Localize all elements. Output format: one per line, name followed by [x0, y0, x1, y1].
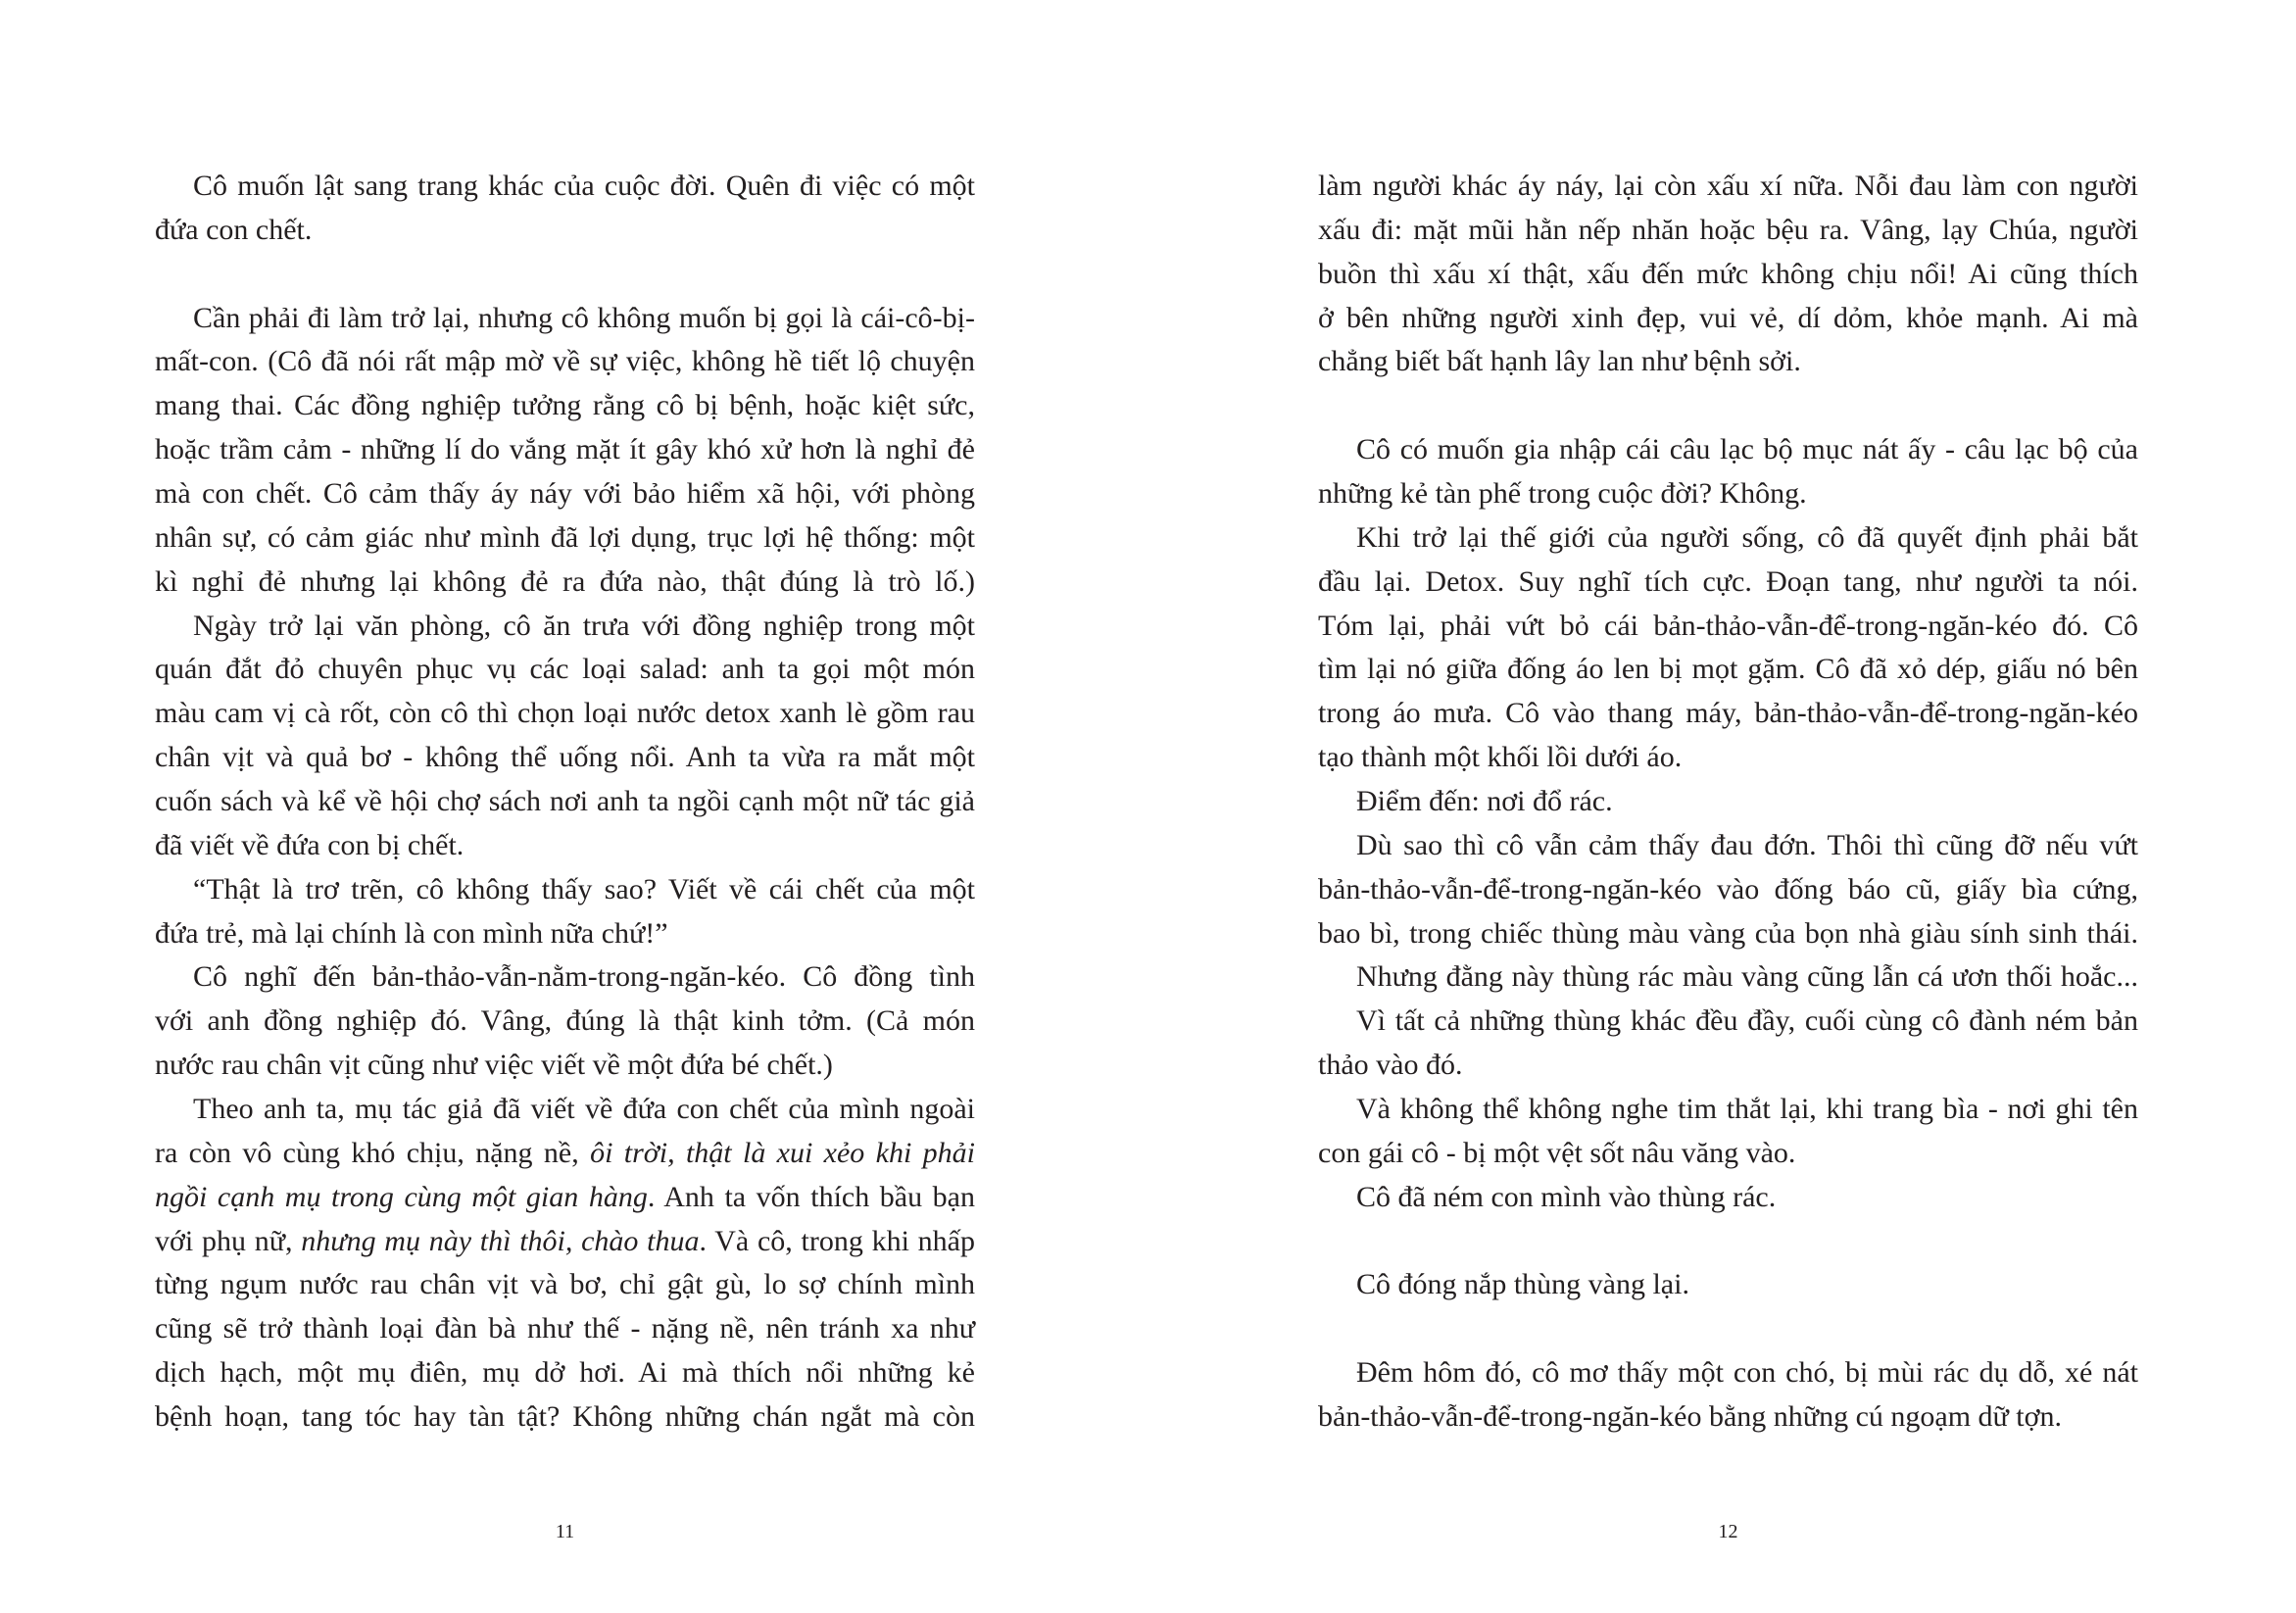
paragraph [155, 868, 975, 956]
text-line: bao bì, trong chiếc thùng màu vàng của bọn nhà giàu sính sinh thái. [1318, 916, 2138, 950]
text-line: Ngày trở lại văn phòng, cô ăn trưa với đồng nghiệp trong một [193, 609, 975, 642]
paragraph [1318, 165, 2138, 384]
text-line: tạo thành một khối lồi dưới áo. [1318, 741, 1683, 774]
blank-line [1318, 384, 2138, 428]
text-line: những kẻ tàn phế trong cuộc đời? Không. [1318, 477, 1807, 511]
text-line: đứa con chết. [155, 213, 313, 246]
text-run: ra còn vô cùng khó chịu, nặng nề, [155, 1136, 591, 1169]
text-line: Cô đóng nắp thùng vàng lại. [1356, 1268, 1689, 1301]
text-line: đã viết về đứa con bị chết. [155, 828, 464, 861]
text-line: kì nghỉ đẻ nhưng lại không đẻ ra đứa nào, thật đúng là trò lố.) [155, 564, 975, 598]
text-line: mang thai. Các đồng nghiệp tưởng rằng cô bị bệnh, hoặc kiệt sức, [155, 389, 975, 422]
text-line: nước rau chân vịt cũng như việc viết về một đứa bé chết.) [155, 1049, 833, 1082]
paragraph [1318, 1263, 2138, 1307]
paragraph [155, 605, 975, 868]
text-run: . Anh ta vốn thích bầu bạn [647, 1180, 975, 1213]
italic-text-run: nhưng mụ này thì thôi, chào thua [301, 1224, 700, 1257]
page-number: 12 [1718, 1521, 1738, 1542]
text-line: mà con chết. Cô cảm thấy áy náy với bảo hiểm xã hội, với phòng [155, 477, 975, 511]
text-line: trong áo mưa. Cô vào thang máy, bản-thảo-vẫn-để-trong-ngăn-kéo [1318, 697, 2138, 730]
text-line: Theo anh ta, mụ tác giả đã viết về đứa con chết của mình ngoài [193, 1093, 975, 1126]
text-line: Tóm lại, phải vứt bỏ cái bản-thảo-vẫn-để-trong-ngăn-kéo đó. Cô [1318, 609, 2138, 642]
paragraph [155, 955, 975, 1088]
text-line: hoặc trầm cảm - những lí do vắng mặt ít gây khó xử hơn là nghỉ đẻ [155, 433, 975, 466]
italic-text-run: ôi trời, thật là xui xẻo khi phải [590, 1136, 976, 1169]
text-line [155, 1132, 975, 1176]
text-line: mất-con. (Cô đã nói rất mập mờ về sự việc, không hề tiết lộ chuyện [155, 345, 975, 378]
text-line [155, 1176, 975, 1220]
text-line: Vì tất cả những thùng khác đều đầy, cuối cùng cô đành ném bản [1356, 1004, 2138, 1038]
text-line [155, 1220, 975, 1264]
text-line: Cô muốn lật sang trang khác của cuộc đời. Quên đi việc có một [193, 170, 975, 202]
text-line: “Thật là trơ trẽn, cô không thấy sao? Viết về cái chết của một [193, 872, 975, 905]
text-line: bản-thảo-vẫn-để-trong-ngăn-kéo vào đống báo cũ, giấy bìa cứng, [1318, 872, 2138, 905]
text-line: xấu đi: mặt mũi hằn nếp nhăn hoặc bệu ra. Vâng, lạy Chúa, người [1318, 213, 2138, 246]
text-run: với phụ nữ, [155, 1224, 302, 1257]
text-line: làm người khác áy náy, lại còn xấu xí nữa. Nỗi đau làm con người [1318, 170, 2138, 202]
text-line: buồn thì xấu xí thật, xấu đến mức không chịu nổi! Ai cũng thích [1318, 257, 2138, 290]
text-line: Khi trở lại thế giới của người sống, cô đã quyết định phải bắt [1356, 520, 2138, 554]
text-line: Dù sao thì cô vẫn cảm thấy đau đớn. Thôi thì cũng đỡ nếu vứt [1356, 828, 2138, 861]
paragraph [1318, 780, 2138, 824]
paragraph [1318, 824, 2138, 956]
text-line: với anh đồng nghiệp đó. Vâng, đúng là thật kinh tởm. (Cả món [155, 1004, 975, 1038]
text-line: Đêm hôm đó, cô mơ thấy một con chó, bị mùi rác dụ dỗ, xé nát [1356, 1356, 2138, 1390]
paragraph [1318, 955, 2138, 1000]
text-line: con gái cô - bị một vệt sốt nâu văng vào. [1318, 1136, 1796, 1169]
text-line: bản-thảo-vẫn-để-trong-ngăn-kéo bằng những cú ngoạm dữ tợn. [1318, 1400, 2062, 1434]
text-line: đầu lại. Detox. Suy nghĩ tích cực. Đoạn tang, như người ta nói. [1318, 564, 2138, 598]
text-column [155, 165, 975, 1440]
text-line: cuốn sách và kể về hội chợ sách nơi anh ta ngồi cạnh một nữ tác giả [155, 785, 975, 818]
text-line: tìm lại nó giữa đống áo len bị mọt gặm. Cô đã xỏ dép, giấu nó bên [1318, 653, 2138, 686]
paragraph [155, 1088, 975, 1440]
text-column [1318, 165, 2138, 1440]
blank-line [1318, 1307, 2138, 1351]
text-line: màu cam vị cà rốt, còn cô thì chọn loại nước detox xanh lè gồm rau [155, 697, 975, 730]
paragraph [1318, 1176, 2138, 1220]
text-line: Cần phải đi làm trở lại, nhưng cô không muốn bị gọi là cái-cô-bị- [193, 301, 975, 334]
text-line: dịch hạch, một mụ điên, mụ dở hơi. Ai mà thích nổi những kẻ [155, 1356, 975, 1390]
text-line: quán đắt đỏ chuyên phục vụ các loại salad: anh ta gọi một món [155, 653, 975, 686]
text-line: đứa trẻ, mà lại chính là con mình nữa chứ!” [155, 916, 668, 950]
text-line: nhân sự, có cảm giác như mình đã lợi dụng, trục lợi hệ thống: một [155, 520, 975, 554]
right-page [1148, 0, 2296, 1613]
text-line: Cô đã ném con mình vào thùng rác. [1356, 1180, 1777, 1213]
text-line: Điểm đến: nơi đổ rác. [1356, 785, 1613, 818]
text-line: thảo vào đó. [1318, 1049, 1463, 1082]
paragraph [1318, 428, 2138, 516]
paragraph [1318, 1088, 2138, 1176]
text-line: Nhưng đằng này thùng rác màu vàng cũng lẫn cá ươn thối hoắc... [1356, 960, 2138, 994]
paragraph [1318, 1000, 2138, 1088]
text-line: ở bên những người xinh đẹp, vui vẻ, dí dỏm, khỏe mạnh. Ai mà [1318, 301, 2138, 334]
text-line: chẳng biết bất hạnh lây lan như bệnh sởi. [1318, 345, 1801, 378]
paragraph [1318, 516, 2138, 780]
paragraph [155, 165, 975, 253]
paragraph [1318, 1351, 2138, 1440]
text-line: Và không thể không nghe tim thắt lại, khi trang bìa - nơi ghi tên [1356, 1093, 2138, 1126]
text-line: chân vịt và quả bơ - không thể uống nổi. Anh ta vừa ra mắt một [155, 741, 975, 774]
text-line: bệnh hoạn, tang tóc hay tàn tật? Không những chán ngắt mà còn [155, 1400, 975, 1434]
text-line: từng ngụm nước rau chân vịt và bơ, chỉ gật gù, lo sợ chính mình [155, 1268, 975, 1301]
text-line: cũng sẽ trở thành loại đàn bà như thế - nặng nề, nên tránh xa như [155, 1312, 975, 1345]
blank-line [155, 253, 975, 297]
italic-text-run: ngồi cạnh mụ trong cùng một gian hàng [155, 1180, 648, 1213]
paragraph [155, 297, 975, 605]
text-run: . Và cô, trong khi nhấp [699, 1224, 975, 1257]
blank-line [1318, 1220, 2138, 1264]
text-line: Cô nghĩ đến bản-thảo-vẫn-nằm-trong-ngăn-kéo. Cô đồng tình [193, 960, 975, 994]
page-number: 11 [555, 1521, 575, 1542]
text-line: Cô có muốn gia nhập cái câu lạc bộ mục nát ấy - câu lạc bộ của [1356, 433, 2138, 466]
